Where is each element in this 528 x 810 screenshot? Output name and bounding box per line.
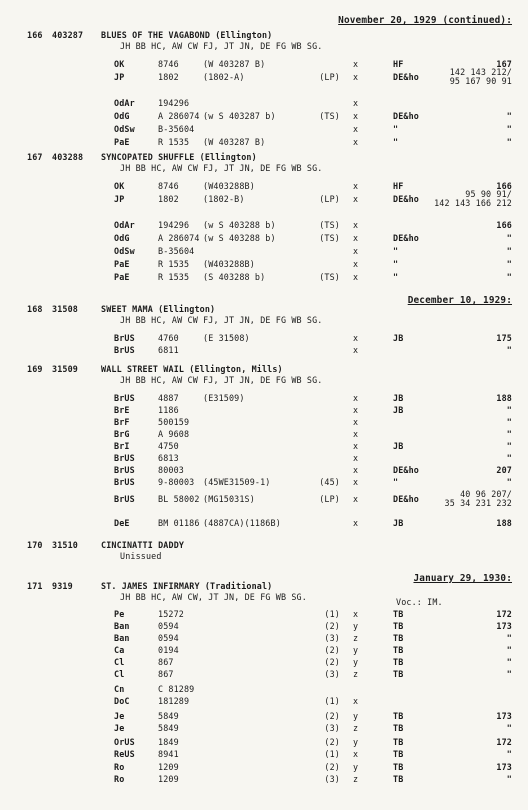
remark: JB [393,333,404,343]
catalog-number: 6813 [158,453,179,463]
format-code: (1) [324,696,340,706]
cross-reference: 173 [496,621,512,631]
original-issue: (W 403287 B) [203,59,266,69]
take-number: 169 [27,364,43,374]
catalog-number: R 1535 [158,272,190,282]
matrix-number: 403288 [52,152,84,162]
cross-reference: " [506,645,512,655]
cross-reference: 188 [496,518,512,528]
original-issue: (1802-B) [203,194,245,204]
catalog-number: BL 58002 [158,494,200,504]
remark: " [393,246,399,256]
remark: " [393,272,399,282]
remark: TB [393,737,404,747]
label-code: OdG [114,233,130,243]
cross-reference: 40 96 207/ 35 34 231 232 [444,489,512,508]
label-code: Ca [114,645,125,655]
catalog-number: A 9608 [158,429,190,439]
remark: JB [393,393,404,403]
tune-title: CINCINATTI DADDY [101,540,185,550]
label-code: OK [114,59,125,69]
take-marker: x [353,345,359,355]
take-marker: x [353,98,359,108]
label-code: BrUS [114,453,135,463]
format-code: (LP) [319,72,340,82]
cross-reference: 207 [496,465,512,475]
label-code: Cn [114,684,125,694]
take-number: 170 [27,540,43,550]
cross-reference: " [506,633,512,643]
cross-reference: 142 143 212/ 95 167 90 91 [449,67,512,86]
cross-reference: 166 [496,220,512,230]
label-code: BrF [114,417,130,427]
take-marker: z [353,774,359,784]
remark: TB [393,621,404,631]
take-marker: z [353,633,359,643]
catalog-number: 80003 [158,465,184,475]
format-code: (2) [324,762,340,772]
original-issue: (w S 403287 b) [203,111,276,121]
remark: HF [393,59,404,69]
label-code: Je [114,723,125,733]
label-code: JP [114,72,125,82]
take-marker: x [353,137,359,147]
label-code: PaE [114,259,130,269]
label-code: Je [114,711,125,721]
take-number: 168 [27,304,43,314]
cross-reference: 175 [496,333,512,343]
original-issue: (S 403288 b) [203,272,266,282]
label-code: OdG [114,111,130,121]
label-code: OdSw [114,124,135,134]
label-code: BrE [114,405,130,415]
take-marker: x [353,441,359,451]
label-code: Pe [114,609,125,619]
take-marker: x [353,59,359,69]
catalog-number: 500159 [158,417,190,427]
original-issue: (E31509) [203,393,245,403]
catalog-number: B-35604 [158,246,195,256]
format-code: (1) [324,749,340,759]
label-code: BrUS [114,345,135,355]
take-marker: x [353,246,359,256]
take-marker: y [353,645,359,655]
tune-title: SYNCOPATED SHUFFLE (Ellington) [101,152,257,162]
take-marker: x [353,220,359,230]
remark: DE&ho [393,494,419,504]
remark: TB [393,645,404,655]
tune-title: WALL STREET WAIL (Ellington, Mills) [101,364,283,374]
catalog-number: C 81289 [158,684,195,694]
vocalist: Voc.: IM. [396,597,443,607]
personnel-line: JH BB HC, AW CW FJ, JT JN, DE FG WB SG. [120,41,323,51]
cross-reference: " [506,345,512,355]
original-issue: (45WE31509-1) [203,477,271,487]
label-code: OdSw [114,246,135,256]
take-marker: x [353,405,359,415]
format-code: (3) [324,633,340,643]
catalog-number: 8746 [158,181,179,191]
catalog-number: 867 [158,669,174,679]
personnel-line: Unissued [120,551,162,561]
take-marker: x [353,518,359,528]
personnel-line: JH BB HC, AW CW FJ, JT JN, DE FG WB SG. [120,375,323,385]
take-marker: x [353,72,359,82]
catalog-number: 181289 [158,696,190,706]
catalog-number: 194296 [158,220,190,230]
remark: TB [393,657,404,667]
take-marker: z [353,723,359,733]
catalog-number: 8746 [158,59,179,69]
catalog-number: 1802 [158,72,179,82]
cross-reference: " [506,723,512,733]
catalog-number: B-35604 [158,124,195,134]
remark: DE&ho [393,72,419,82]
label-code: Ban [114,633,130,643]
remark: " [393,124,399,134]
label-code: PaE [114,137,130,147]
take-marker: x [353,259,359,269]
take-marker: x [353,111,359,121]
catalog-number: 1209 [158,762,179,772]
personnel-line: JH BB HC, AW CW FJ, JT JN, DE FG WB SG. [120,315,323,325]
label-code: DoC [114,696,130,706]
original-issue: (W 403287 B) [203,137,266,147]
label-code: Cl [114,657,125,667]
take-number: 171 [27,581,43,591]
cross-reference: 188 [496,393,512,403]
cross-reference: " [506,246,512,256]
remark: JB [393,405,404,415]
cross-reference: " [506,429,512,439]
take-marker: z [353,669,359,679]
original-issue: (1802-A) [203,72,245,82]
catalog-number: 0594 [158,633,179,643]
format-code: (2) [324,657,340,667]
format-code: (2) [324,645,340,655]
take-marker: y [353,711,359,721]
format-code: (2) [324,737,340,747]
label-code: OrUS [114,737,135,747]
label-code: BrUS [114,465,135,475]
cross-reference: " [506,657,512,667]
format-code: (1) [324,609,340,619]
take-marker: y [353,657,359,667]
remark: DE&ho [393,233,419,243]
label-code: Ban [114,621,130,631]
personnel-line: JH BB HC, AW CW FJ, JT JN, DE FG WB SG. [120,163,323,173]
take-marker: y [353,621,359,631]
cross-reference: " [506,233,512,243]
label-code: OK [114,181,125,191]
take-marker: x [353,696,359,706]
original-issue: (4887CA)(1186B) [203,518,281,528]
take-marker: x [353,124,359,134]
remark: TB [393,774,404,784]
original-issue: (w S 403288 b) [203,233,276,243]
cross-reference: " [506,477,512,487]
format-code: (3) [324,669,340,679]
tune-title: BLUES OF THE VAGABOND (Ellington) [101,30,273,40]
cross-reference: " [506,774,512,784]
tune-title: ST. JAMES INFIRMARY (Traditional) [101,581,273,591]
catalog-number: 0594 [158,621,179,631]
take-number: 167 [27,152,43,162]
cross-reference: 173 [496,762,512,772]
label-code: DeE [114,518,130,528]
format-code: (TS) [319,111,340,121]
catalog-number: 5849 [158,711,179,721]
catalog-number: 15272 [158,609,184,619]
take-marker: x [353,417,359,427]
take-marker: x [353,393,359,403]
format-code: (TS) [319,220,340,230]
remark: JB [393,518,404,528]
personnel-line: JH BB HC, AW CW, JT JN, DE FG WB SG. [120,592,307,602]
remark: TB [393,669,404,679]
remark: " [393,259,399,269]
original-issue: (E 31508) [203,333,250,343]
catalog-number: 1802 [158,194,179,204]
matrix-number: 9319 [52,581,73,591]
original-issue: (W403288B) [203,181,255,191]
cross-reference: " [506,272,512,282]
catalog-number: 4887 [158,393,179,403]
format-code: (45) [319,477,340,487]
catalog-number: 8941 [158,749,179,759]
take-marker: x [353,494,359,504]
take-marker: x [353,609,359,619]
label-code: OdAr [114,220,135,230]
take-marker: x [353,429,359,439]
cross-reference: " [506,441,512,451]
format-code: (3) [324,774,340,784]
section-date-header: November 20, 1929 (continued): [338,15,512,26]
take-marker: x [353,465,359,475]
cross-reference: 172 [496,737,512,747]
remark: DE&ho [393,111,419,121]
format-code: (2) [324,711,340,721]
remark: DE&ho [393,194,419,204]
cross-reference: 172 [496,609,512,619]
format-code: (LP) [319,194,340,204]
remark: HF [393,181,404,191]
remark: DE&ho [393,465,419,475]
remark: " [393,477,399,487]
label-code: BrG [114,429,130,439]
label-code: BrI [114,441,130,451]
format-code: (TS) [319,233,340,243]
catalog-number: 1186 [158,405,179,415]
matrix-number: 31508 [52,304,78,314]
format-code: (2) [324,621,340,631]
take-marker: y [353,762,359,772]
label-code: JP [114,194,125,204]
section-date-header: January 29, 1930: [413,573,512,584]
remark: TB [393,633,404,643]
take-marker: x [353,333,359,343]
take-marker: x [353,272,359,282]
label-code: ReUS [114,749,135,759]
remark: " [393,137,399,147]
cross-reference: " [506,259,512,269]
catalog-number: 5849 [158,723,179,733]
label-code: BrUS [114,393,135,403]
label-code: Ro [114,762,125,772]
remark: TB [393,609,404,619]
label-code: OdAr [114,98,135,108]
take-marker: y [353,737,359,747]
take-number: 166 [27,30,43,40]
section-date-header: December 10, 1929: [407,295,512,306]
tune-title: SWEET MAMA (Ellington) [101,304,216,314]
catalog-number: 0194 [158,645,179,655]
remark: TB [393,762,404,772]
catalog-number: 867 [158,657,174,667]
original-issue: (W403288B) [203,259,255,269]
take-marker: x [353,749,359,759]
label-code: BrUS [114,477,135,487]
cross-reference: 167 [496,59,512,69]
cross-reference: " [506,669,512,679]
take-marker: x [353,477,359,487]
matrix-number: 403287 [52,30,84,40]
matrix-number: 31510 [52,540,78,550]
cross-reference: " [506,417,512,427]
catalog-number: 1209 [158,774,179,784]
format-code: (3) [324,723,340,733]
catalog-number: 4750 [158,441,179,451]
matrix-number: 31509 [52,364,78,374]
remark: TB [393,723,404,733]
catalog-number: 6811 [158,345,179,355]
catalog-number: 194296 [158,98,190,108]
original-issue: (MG15031S) [203,494,255,504]
catalog-number: R 1535 [158,137,190,147]
take-marker: x [353,181,359,191]
cross-reference: " [506,453,512,463]
cross-reference: 95 90 91/ 142 143 166 212 [434,189,512,208]
catalog-number: 9-80003 [158,477,195,487]
label-code: BrUS [114,333,135,343]
cross-reference: " [506,405,512,415]
label-code: BrUS [114,494,135,504]
take-marker: x [353,194,359,204]
original-issue: (w S 403288 b) [203,220,276,230]
remark: TB [393,711,404,721]
take-marker: x [353,453,359,463]
format-code: (TS) [319,272,340,282]
cross-reference: 173 [496,711,512,721]
cross-reference: " [506,124,512,134]
cross-reference: " [506,111,512,121]
cross-reference: " [506,749,512,759]
catalog-number: A 286074 [158,111,200,121]
cross-reference: " [506,137,512,147]
cross-reference: 166 [496,181,512,191]
remark: TB [393,749,404,759]
format-code: (LP) [319,494,340,504]
label-code: PaE [114,272,130,282]
label-code: Cl [114,669,125,679]
remark: JB [393,441,404,451]
catalog-number: R 1535 [158,259,190,269]
catalog-number: BM 01186 [158,518,200,528]
take-marker: x [353,233,359,243]
label-code: Ro [114,774,125,784]
catalog-number: A 286074 [158,233,200,243]
catalog-number: 1849 [158,737,179,747]
catalog-number: 4760 [158,333,179,343]
